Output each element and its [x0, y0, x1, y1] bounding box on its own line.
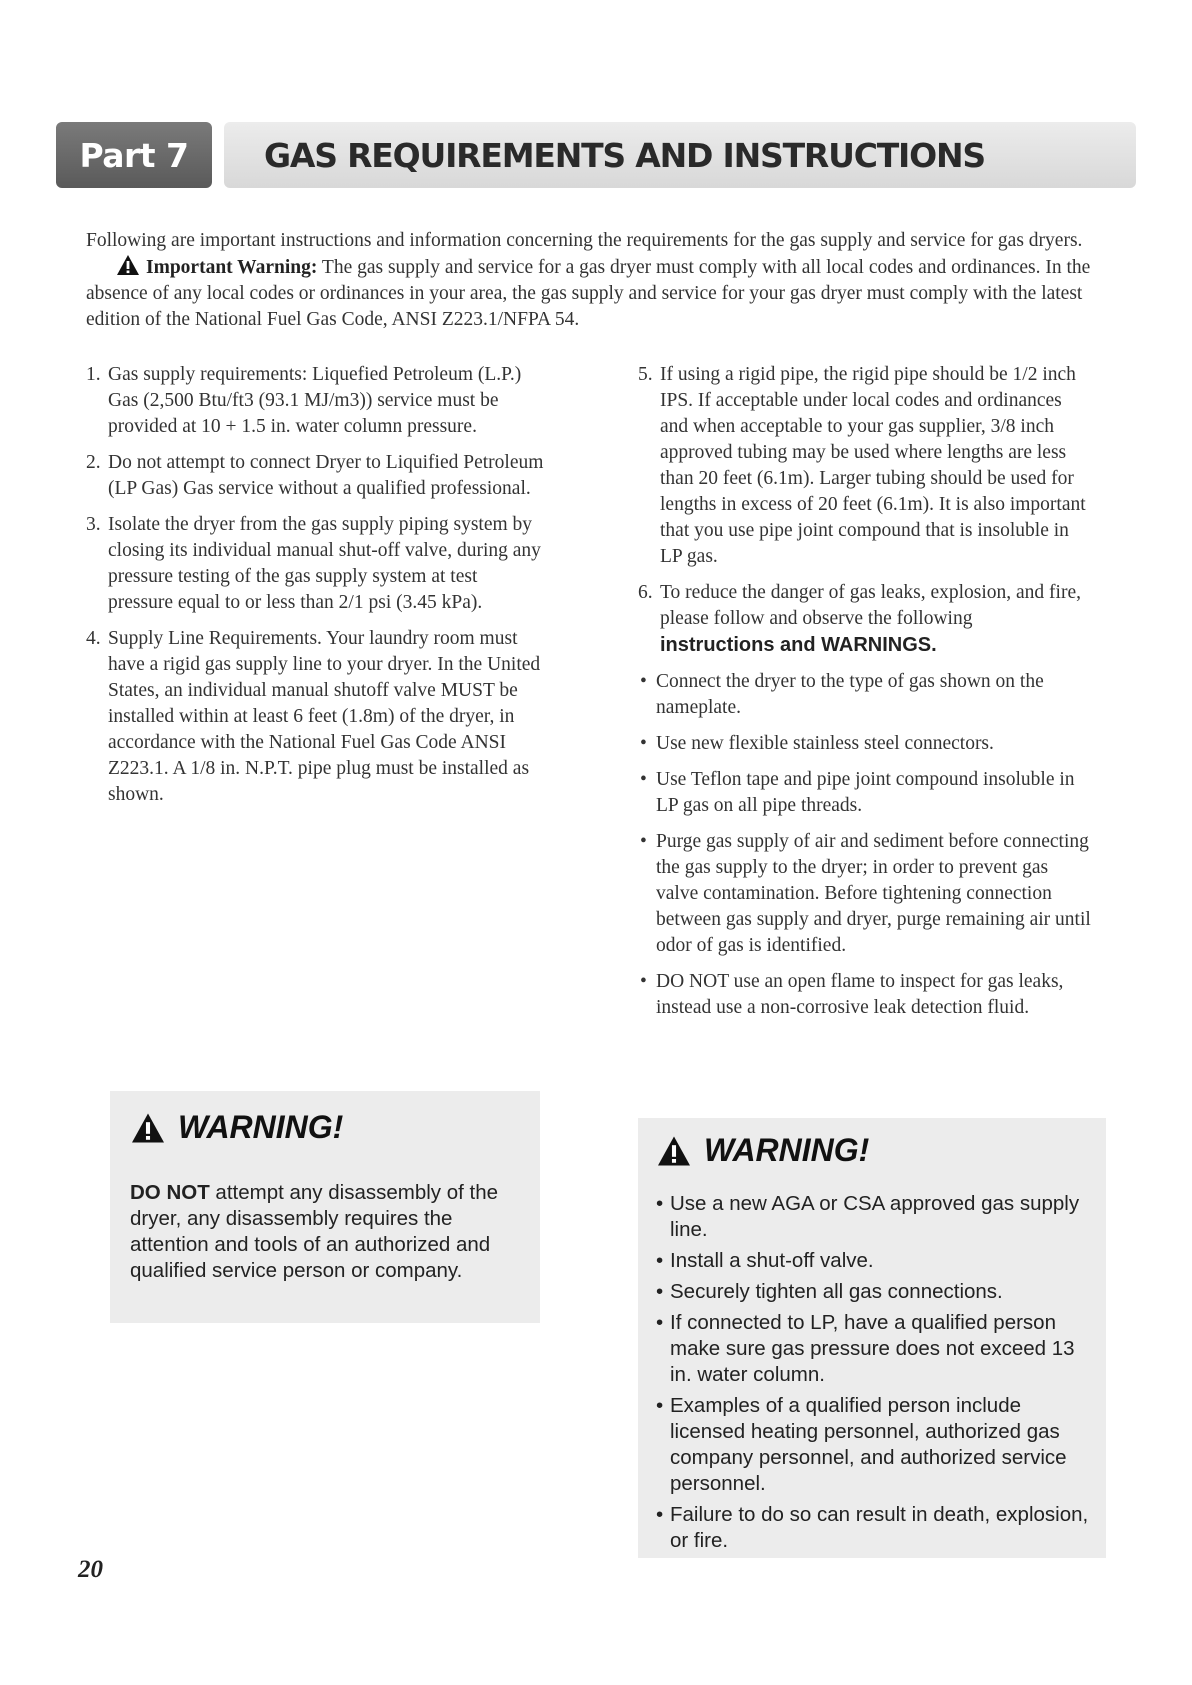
intro-paragraph	[86, 228, 1116, 333]
warning-heading: WARNING!	[130, 1109, 520, 1146]
warning-triangle-icon	[656, 1135, 692, 1167]
part-label: Part 7	[56, 122, 212, 188]
warning-box-gas	[638, 1118, 1106, 1558]
warning-item: • Failure to do so can result in death, explosion, or fire.	[656, 1503, 1089, 1552]
list-item: 6. To reduce the danger of gas leaks, explosion, and fire, please follow and observe the following instructions and WARNINGS.	[638, 582, 1081, 656]
warning-list	[656, 1191, 1090, 1554]
warning-item: • Use a new AGA or CSA approved gas supply line.	[656, 1192, 1080, 1241]
warning-heading: WARNING!	[656, 1132, 1090, 1169]
bullet-item: • Use new flexible stainless steel connectors.	[640, 733, 994, 754]
page-number: 20	[78, 1556, 103, 1583]
page-title: GAS REQUIREMENTS AND INSTRUCTIONS	[264, 135, 985, 175]
warning-item: • Examples of a qualified person include licensed heating personnel, authorized gas company personnel, and authorized service personnel.	[656, 1394, 1067, 1495]
bullet-item: • DO NOT use an open flame to inspect for gas leaks, instead use a non-corrosive leak detection fluid.	[640, 971, 1064, 1018]
list-item: 1. Gas supply requirements: Liquefied Petroleum (L.P.) Gas (2,500 Btu/ft3 (93.1 MJ/m3)) service must be provided at 10 + 1.5 in. water column pressure.	[86, 364, 522, 437]
warning-body: DO NOT attempt any disassembly of the dryer, any disassembly requires the attention and tools of an authorized and qualified service person or company.	[130, 1181, 499, 1282]
intro-text-2: The gas supply and service for a gas dryer must comply with all local codes and ordinances. In the absence of any local codes or ordinances in your area, the gas supply and service for your gas dryer must comply with the latest edition of the National Fuel Gas Code, ANSI Z223.1/NFPA 54.	[86, 257, 1091, 330]
left-column	[86, 362, 546, 818]
list-item: 2. Do not attempt to connect Dryer to Liquified Petroleum (LP Gas) Gas service without a qualified professional.	[86, 452, 544, 499]
bullet-item: • Connect the dryer to the type of gas shown on the nameplate.	[640, 671, 1044, 718]
bullet-item: • Use Teflon tape and pipe joint compound insoluble in LP gas on all pipe threads.	[640, 769, 1075, 816]
warning-item: • Securely tighten all gas connections.	[656, 1280, 1003, 1303]
warning-triangle-icon	[130, 1112, 166, 1144]
section-title-bar	[224, 122, 1136, 188]
list-item: 5. If using a rigid pipe, the rigid pipe should be 1/2 inch IPS. If acceptable under local codes and ordinances and when acceptable to your gas supplier, 3/8 inch approved tubing may be used where lengths are less than 20 feet (6.1m). Larger tubing should be used for lengths in excess of 20 feet (6.1m). It is also important that you use pipe joint compound that is insoluble in LP gas.	[638, 364, 1086, 567]
warning-item: • Install a shut-off valve.	[656, 1249, 874, 1272]
important-warning-label: Important Warning:	[146, 257, 318, 278]
list-item: 3. Isolate the dryer from the gas supply piping system by closing its individual manual shut-off valve, during any pressure testing of the gas supply system at test pressure equal to or less than 2/1 psi (3.45 kPa).	[86, 514, 541, 613]
right-column	[638, 362, 1094, 1031]
warning-box-disassembly	[110, 1091, 540, 1323]
bullet-item: • Purge gas supply of air and sediment before connecting the gas supply to the dryer; in order to prevent gas valve contamination. Before tightening connection between gas supply and dryer, purge remaining air until odor of gas is identified.	[640, 831, 1091, 956]
intro-text-1: Following are important instructions and information concerning the requirements for the gas supply and service for gas dryers.	[86, 230, 1083, 251]
warning-item: • If connected to LP, have a qualified person make sure gas pressure does not exceed 13 in. water column.	[656, 1311, 1075, 1386]
list-item: 4. Supply Line Requirements. Your laundry room must have a rigid gas supply line to your dryer. In the United States, an individual manual shutoff valve MUST be installed within at least 6 feet (1.8m) of the dryer, in accordance with the National Fuel Gas Code ANSI Z223.1. A 1/8 in. N.P.T. pipe plug must be installed as shown.	[86, 628, 541, 805]
warning-triangle-icon	[116, 254, 140, 276]
instructions-warnings-label: instructions and WARNINGS.	[660, 634, 937, 656]
